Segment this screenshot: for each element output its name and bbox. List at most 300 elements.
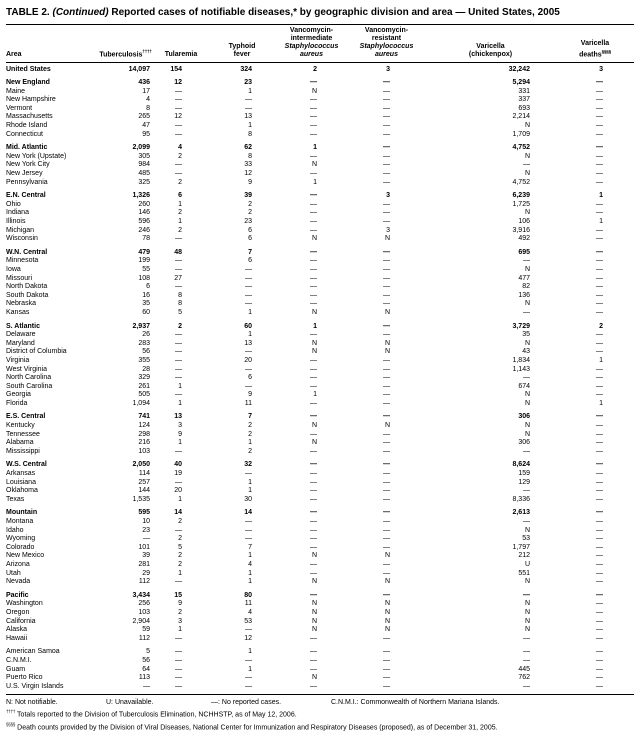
area-row	[6, 235, 634, 244]
vancomycin-resistant-staph-aureus-cell: —	[383, 665, 390, 673]
varicella-chickenpox-cell: 762	[518, 674, 530, 682]
area-row	[6, 122, 634, 131]
tularemia-cell: 9	[178, 600, 182, 608]
typhoid-fever-cell: —	[245, 535, 252, 543]
varicella-deaths-cell: —	[596, 248, 603, 256]
tuberculosis-cell: 78	[142, 235, 150, 243]
tularemia-cell: 2	[178, 535, 182, 543]
tularemia-cell: 5	[178, 543, 182, 551]
footnote-tuberculosis-text: Totals reported to the Division of Tuberculosis Elimination, NCHHSTP, as of May 12, 2006.	[17, 711, 297, 719]
division-row	[6, 139, 634, 153]
vancomycin-intermediate-staph-aureus-cell: —	[310, 447, 317, 455]
varicella-chickenpox-cell: —	[523, 161, 530, 169]
typhoid-fever-cell: 14	[244, 509, 252, 517]
tularemia-cell: 2	[178, 560, 182, 568]
division-row	[6, 74, 634, 88]
area-row	[6, 552, 634, 561]
area-row	[6, 657, 634, 666]
area-cell: Colorado	[6, 543, 35, 551]
tuberculosis-cell: —	[143, 535, 150, 543]
varicella-deaths-cell: —	[596, 518, 603, 525]
tularemia-cell: 3	[178, 617, 182, 625]
area-row	[6, 357, 634, 366]
varicella-deaths-cell: —	[596, 300, 603, 308]
typhoid-fever-cell: —	[245, 470, 252, 478]
varicella-deaths-cell: 2	[599, 322, 603, 330]
area-cell: Nebraska	[6, 300, 36, 308]
vancomycin-intermediate-staph-aureus-cell: —	[310, 430, 317, 438]
varicella-deaths-cell: —	[596, 170, 603, 178]
area-cell: New Jersey	[6, 170, 43, 178]
area-row	[6, 666, 634, 675]
vancomycin-intermediate-staph-aureus-cell: N	[311, 617, 317, 625]
tularemia-cell: 40	[174, 461, 182, 469]
area-cell: Utah	[6, 569, 21, 577]
tuberculosis-cell: 14,097	[128, 65, 150, 73]
area-row	[6, 218, 634, 227]
area-cell: New Hampshire	[6, 96, 56, 104]
typhoid-fever-cell: —	[245, 526, 252, 534]
varicella-deaths-cell: —	[596, 265, 603, 273]
varicella-deaths-cell: —	[596, 682, 603, 690]
tularemia-cell: —	[175, 656, 182, 664]
area-row	[6, 578, 634, 587]
varicella-chickenpox-cell: 53	[522, 535, 530, 543]
tuberculosis-cell: 595	[138, 509, 150, 517]
vancomycin-intermediate-staph-aureus-cell: —	[310, 382, 317, 390]
varicella-deaths-cell: —	[596, 104, 603, 112]
vancomycin-resistant-staph-aureus-cell: N	[384, 308, 390, 316]
area-cell: Texas	[6, 495, 25, 503]
varicella-deaths-cell: —	[596, 391, 603, 399]
area-cell: Vermont	[6, 104, 33, 112]
vancomycin-resistant-staph-aureus-cell: —	[383, 682, 390, 690]
tularemia-cell: —	[175, 447, 182, 455]
column-header-varicella-deaths: Varicella deaths§§§§	[556, 25, 634, 63]
area-cell: Virginia	[6, 356, 30, 364]
varicella-deaths-cell: —	[596, 283, 603, 291]
tuberculosis-cell: 112	[138, 578, 150, 586]
tuberculosis-cell: 216	[138, 439, 150, 447]
area-cell: District of Columbia	[6, 348, 67, 356]
column-header-varicella-chickenpox: Varicella (chickenpox)	[425, 25, 556, 63]
area-row	[6, 609, 634, 618]
varicella-deaths-cell: —	[596, 413, 603, 421]
typhoid-fever-cell: 6	[248, 257, 252, 265]
area-row	[6, 105, 634, 114]
vancomycin-resistant-staph-aureus-cell: —	[383, 79, 390, 87]
varicella-deaths-cell: —	[596, 447, 603, 455]
vancomycin-intermediate-staph-aureus-cell: —	[310, 374, 317, 382]
area-cell: Pacific	[6, 591, 29, 599]
varicella-deaths-cell: —	[596, 308, 603, 316]
varicella-chickenpox-cell: 106	[518, 218, 530, 225]
area-row	[6, 400, 634, 409]
tularemia-cell: —	[175, 648, 182, 656]
area-cell: Missouri	[6, 274, 33, 282]
varicella-deaths-cell: —	[596, 509, 603, 517]
vancomycin-resistant-staph-aureus-cell: N	[384, 578, 390, 586]
typhoid-fever-cell: —	[245, 682, 252, 690]
tularemia-cell: —	[175, 356, 182, 364]
vancomycin-resistant-staph-aureus-cell: —	[383, 447, 390, 455]
vancomycin-intermediate-staph-aureus-cell: —	[310, 291, 317, 299]
tuberculosis-cell: 29	[142, 569, 150, 577]
varicella-chickenpox-cell: N	[524, 626, 530, 634]
column-header-vancomycin-intermediate-staph-aureus: Vancomycin- intermediate Staphylococcus aureus	[275, 25, 348, 63]
area-row	[6, 422, 634, 431]
typhoid-fever-cell: —	[245, 104, 252, 112]
varicella-chickenpox-cell: N	[524, 209, 530, 217]
area-cell: U.S. Virgin Islands	[6, 682, 64, 690]
tuberculosis-cell: 305	[138, 152, 150, 160]
tularemia-cell: —	[175, 665, 182, 673]
vancomycin-resistant-staph-aureus-cell: N	[384, 617, 390, 625]
area-cell: Wyoming	[6, 535, 36, 543]
varicella-chickenpox-cell: N	[524, 265, 530, 273]
typhoid-fever-cell: —	[245, 283, 252, 291]
tularemia-cell: 48	[174, 248, 182, 256]
area-row	[6, 227, 634, 236]
area-cell: North Dakota	[6, 283, 48, 291]
vancomycin-resistant-staph-aureus-cell: 3	[386, 192, 390, 200]
tuberculosis-cell: 281	[138, 560, 150, 568]
varicella-chickenpox-cell: 551	[518, 569, 530, 577]
vancomycin-resistant-staph-aureus-cell: —	[383, 399, 390, 407]
vancomycin-intermediate-staph-aureus-cell: —	[310, 257, 317, 265]
varicella-chickenpox-cell: 43	[522, 348, 530, 356]
vancomycin-intermediate-staph-aureus-cell: 2	[313, 65, 317, 73]
typhoid-fever-cell: 7	[248, 413, 252, 421]
area-row	[6, 600, 634, 609]
typhoid-fever-cell: 8	[248, 152, 252, 160]
typhoid-fever-cell: —	[245, 300, 252, 308]
varicella-chickenpox-cell: 8,624	[512, 461, 530, 469]
tularemia-cell: —	[175, 130, 182, 138]
tularemia-cell: 2	[178, 152, 182, 160]
vancomycin-intermediate-staph-aureus-cell: —	[310, 113, 317, 121]
column-header-tuberculosis: Tuberculosis††††	[98, 25, 153, 63]
area-cell: Mid. Atlantic	[6, 144, 48, 152]
tuberculosis-cell: 60	[142, 308, 150, 316]
area-cell: C.N.M.I.	[6, 656, 32, 664]
footnote-legend	[6, 698, 634, 707]
vancomycin-intermediate-staph-aureus-cell: —	[310, 96, 317, 104]
area-row	[6, 209, 634, 218]
varicella-chickenpox-cell: —	[523, 308, 530, 316]
tularemia-cell: 2	[178, 608, 182, 616]
area-cell: Michigan	[6, 226, 35, 234]
tuberculosis-cell: 28	[142, 365, 150, 373]
vancomycin-intermediate-staph-aureus-cell: —	[310, 560, 317, 568]
tuberculosis-cell: 329	[138, 374, 150, 382]
varicella-chickenpox-cell: 1,143	[512, 365, 530, 373]
footnote-tuberculosis-marker: ††††	[6, 709, 16, 715]
tuberculosis-cell: 113	[138, 674, 150, 682]
typhoid-fever-cell: 12	[244, 634, 252, 642]
area-row	[6, 374, 634, 383]
division-row	[6, 456, 634, 470]
tularemia-cell: 14	[174, 509, 182, 517]
tularemia-cell: —	[175, 265, 182, 273]
area-cell: Connecticut	[6, 130, 43, 138]
vancomycin-resistant-staph-aureus-cell: —	[383, 470, 390, 478]
tuberculosis-cell: 256	[138, 600, 150, 608]
varicella-chickenpox-cell: 693	[518, 104, 530, 112]
vancomycin-intermediate-staph-aureus-cell: —	[310, 413, 317, 421]
varicella-deaths-cell: —	[596, 569, 603, 577]
tularemia-cell: —	[175, 674, 182, 682]
area-row	[6, 383, 634, 392]
varicella-chickenpox-cell: N	[524, 339, 530, 347]
tuberculosis-cell: 10	[142, 518, 150, 525]
vancomycin-resistant-staph-aureus-cell: —	[383, 560, 390, 568]
typhoid-fever-cell: 7	[248, 543, 252, 551]
varicella-deaths-cell: —	[596, 422, 603, 430]
varicella-deaths-cell: —	[596, 526, 603, 534]
vancomycin-resistant-staph-aureus-cell: —	[383, 331, 390, 339]
area-cell: Kentucky	[6, 422, 35, 430]
tularemia-cell: 1	[178, 439, 182, 447]
varicella-chickenpox-cell: —	[523, 447, 530, 455]
vancomycin-resistant-staph-aureus-cell: —	[383, 130, 390, 138]
tularemia-cell: 27	[174, 274, 182, 282]
typhoid-fever-cell: 7	[248, 248, 252, 256]
tuberculosis-cell: 3,434	[132, 591, 150, 599]
tularemia-cell: —	[175, 348, 182, 356]
area-cell: Maryland	[6, 339, 35, 347]
vancomycin-resistant-staph-aureus-cell: —	[383, 535, 390, 543]
typhoid-fever-cell: 12	[244, 170, 252, 178]
typhoid-fever-cell: 2	[248, 430, 252, 438]
tuberculosis-cell: 95	[142, 130, 150, 138]
varicella-chickenpox-cell: N	[524, 399, 530, 407]
varicella-chickenpox-cell: 2,214	[512, 113, 530, 121]
area-cell: New York (Upstate)	[6, 152, 67, 160]
area-cell: E.S. Central	[6, 413, 46, 421]
area-row	[6, 479, 634, 488]
vancomycin-resistant-staph-aureus-cell: —	[383, 674, 390, 682]
varicella-chickenpox-cell: 2,613	[512, 509, 530, 517]
vancomycin-intermediate-staph-aureus-cell: —	[310, 634, 317, 642]
area-cell: Minnesota	[6, 257, 39, 265]
varicella-chickenpox-cell: —	[523, 634, 530, 642]
varicella-chickenpox-cell: 331	[518, 87, 530, 95]
vancomycin-intermediate-staph-aureus-cell: —	[310, 218, 317, 225]
varicella-chickenpox-cell: —	[523, 518, 530, 525]
division-row	[6, 187, 634, 201]
area-row	[6, 570, 634, 579]
area-row	[6, 300, 634, 309]
area-row	[6, 391, 634, 400]
vancomycin-intermediate-staph-aureus-cell: —	[310, 591, 317, 599]
column-header-typhoid-fever: Typhoid fever	[209, 25, 275, 63]
vancomycin-resistant-staph-aureus-cell: —	[383, 265, 390, 273]
area-cell: South Dakota	[6, 291, 49, 299]
tuberculosis-cell: 355	[138, 356, 150, 364]
tuberculosis-cell: 64	[142, 665, 150, 673]
vancomycin-intermediate-staph-aureus-cell: 1	[313, 322, 317, 330]
varicella-chickenpox-cell: —	[523, 374, 530, 382]
varicella-chickenpox-cell: 306	[518, 439, 530, 447]
typhoid-fever-cell: —	[245, 382, 252, 390]
typhoid-fever-cell: 53	[244, 617, 252, 625]
vancomycin-intermediate-staph-aureus-cell: —	[310, 152, 317, 160]
varicella-deaths-cell: —	[596, 430, 603, 438]
tularemia-cell: —	[175, 478, 182, 486]
area-cell: New Mexico	[6, 552, 45, 560]
area-row	[6, 309, 634, 318]
typhoid-fever-cell: 13	[244, 113, 252, 121]
varicella-deaths-cell: —	[596, 79, 603, 87]
varicella-chickenpox-cell: 4,752	[512, 178, 530, 186]
varicella-chickenpox-cell: 695	[518, 248, 530, 256]
varicella-deaths-cell: —	[596, 365, 603, 373]
tularemia-cell: —	[175, 170, 182, 178]
typhoid-fever-cell: 1	[248, 478, 252, 486]
vancomycin-resistant-staph-aureus-cell: —	[383, 430, 390, 438]
legend-cnmi: C.N.M.I.: Commonwealth of Northern Mariana Islands.	[331, 699, 500, 707]
area-cell: American Samoa	[6, 648, 60, 656]
tuberculosis-cell: 283	[138, 339, 150, 347]
varicella-deaths-cell: —	[596, 257, 603, 265]
area-cell: North Carolina	[6, 374, 52, 382]
typhoid-fever-cell: 1	[248, 122, 252, 130]
area-row	[6, 96, 634, 105]
varicella-deaths-cell: —	[596, 674, 603, 682]
area-cell: West Virginia	[6, 365, 47, 373]
varicella-deaths-cell: 1	[599, 192, 603, 200]
tularemia-cell: 12	[174, 79, 182, 87]
tularemia-cell: 154	[170, 65, 182, 73]
area-row	[6, 366, 634, 375]
varicella-chickenpox-cell: U	[524, 560, 530, 568]
vancomycin-resistant-staph-aureus-cell: —	[383, 439, 390, 447]
varicella-deaths-cell: —	[596, 626, 603, 634]
vancomycin-intermediate-staph-aureus-cell: N	[311, 674, 317, 682]
vancomycin-resistant-staph-aureus-cell: —	[383, 634, 390, 642]
varicella-deaths-cell: —	[596, 487, 603, 495]
area-cell: South Carolina	[6, 382, 53, 390]
area-cell: Maine	[6, 87, 26, 95]
vancomycin-resistant-staph-aureus-cell: —	[383, 283, 390, 291]
typhoid-fever-cell: —	[245, 291, 252, 299]
tuberculosis-cell: 261	[138, 382, 150, 390]
typhoid-fever-cell: —	[245, 656, 252, 664]
tularemia-cell: 1	[178, 399, 182, 407]
tuberculosis-cell: 1,326	[132, 192, 150, 200]
area-row	[6, 292, 634, 301]
area-row	[6, 487, 634, 496]
area-row	[6, 683, 634, 692]
tuberculosis-cell: 1,094	[132, 399, 150, 407]
varicella-deaths-cell: —	[596, 634, 603, 642]
varicella-deaths-cell: —	[596, 439, 603, 447]
varicella-deaths-cell: —	[596, 144, 603, 152]
vancomycin-intermediate-staph-aureus-cell: 1	[313, 178, 317, 186]
varicella-deaths-cell: —	[596, 348, 603, 356]
tularemia-cell: 1	[178, 218, 182, 225]
area-cell: Guam	[6, 665, 26, 673]
typhoid-fever-cell: 9	[248, 391, 252, 399]
vancomycin-resistant-staph-aureus-cell: N	[384, 600, 390, 608]
varicella-deaths-cell: —	[596, 665, 603, 673]
vancomycin-intermediate-staph-aureus-cell: —	[310, 535, 317, 543]
vancomycin-resistant-staph-aureus-cell: —	[383, 104, 390, 112]
vancomycin-intermediate-staph-aureus-cell: —	[310, 300, 317, 308]
vancomycin-intermediate-staph-aureus-cell: —	[310, 170, 317, 178]
vancomycin-resistant-staph-aureus-cell: —	[383, 87, 390, 95]
varicella-deaths-cell: —	[596, 113, 603, 121]
tuberculosis-cell: 26	[142, 331, 150, 339]
area-cell: Alabama	[6, 439, 34, 447]
typhoid-fever-cell: 11	[244, 399, 252, 407]
varicella-deaths-cell: —	[596, 617, 603, 625]
tuberculosis-cell: 2,099	[132, 144, 150, 152]
varicella-chickenpox-cell: 1,834	[512, 356, 530, 364]
tuberculosis-cell: 6	[146, 283, 150, 291]
footnote-tuberculosis	[6, 707, 634, 720]
tuberculosis-cell: 246	[138, 226, 150, 234]
vancomycin-intermediate-staph-aureus-cell: —	[310, 365, 317, 373]
varicella-chickenpox-cell: 6,239	[512, 192, 530, 200]
vancomycin-resistant-staph-aureus-cell: —	[383, 461, 390, 469]
varicella-chickenpox-cell: —	[523, 682, 530, 690]
varicella-chickenpox-cell: 212	[518, 552, 530, 560]
area-cell: Mountain	[6, 509, 38, 517]
area-row	[6, 257, 634, 266]
area-cell: Tennessee	[6, 430, 40, 438]
typhoid-fever-cell: 9	[248, 178, 252, 186]
vancomycin-intermediate-staph-aureus-cell: N	[311, 552, 317, 560]
area-cell: Iowa	[6, 265, 21, 273]
tularemia-cell: —	[175, 257, 182, 265]
typhoid-fever-cell: 1	[248, 665, 252, 673]
area-cell: United States	[6, 65, 51, 73]
varicella-chickenpox-cell: N	[524, 422, 530, 430]
varicella-deaths-cell: —	[596, 560, 603, 568]
vancomycin-intermediate-staph-aureus-cell: —	[310, 200, 317, 208]
vancomycin-intermediate-staph-aureus-cell: —	[310, 274, 317, 282]
vancomycin-resistant-staph-aureus-cell: —	[383, 170, 390, 178]
varicella-chickenpox-cell: 3,916	[512, 226, 530, 234]
legend-unavailable: U: Unavailable.	[106, 699, 154, 707]
tuberculosis-cell: 39	[142, 552, 150, 560]
tuberculosis-cell: 56	[142, 656, 150, 664]
vancomycin-resistant-staph-aureus-cell: —	[383, 248, 390, 256]
vancomycin-intermediate-staph-aureus-cell: —	[310, 656, 317, 664]
footnote-varicella-deaths	[6, 720, 634, 733]
tularemia-cell: 5	[178, 308, 182, 316]
tularemia-cell: 2	[178, 178, 182, 186]
varicella-chickenpox-cell: N	[524, 617, 530, 625]
varicella-deaths-cell: —	[596, 291, 603, 299]
area-cell: Georgia	[6, 391, 31, 399]
vancomycin-resistant-staph-aureus-cell: —	[383, 543, 390, 551]
varicella-deaths-cell: 1	[599, 218, 603, 225]
tuberculosis-cell: 505	[138, 391, 150, 399]
tularemia-cell: 1	[178, 382, 182, 390]
tularemia-cell: —	[175, 104, 182, 112]
varicella-deaths-cell: —	[596, 600, 603, 608]
tularemia-cell: —	[175, 682, 182, 690]
area-row	[6, 674, 634, 683]
varicella-chickenpox-cell: 477	[518, 274, 530, 282]
tularemia-cell: 1	[178, 495, 182, 503]
area-cell: Ohio	[6, 200, 21, 208]
vancomycin-intermediate-staph-aureus-cell: —	[310, 543, 317, 551]
tuberculosis-cell: 5	[146, 648, 150, 656]
